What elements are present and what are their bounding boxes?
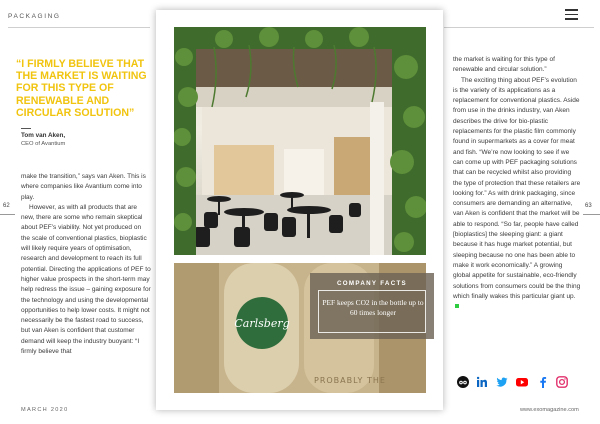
bottle-engraving: PROBABLY THE <box>314 376 386 385</box>
left-column <box>21 172 151 357</box>
youtube-icon[interactable] <box>516 376 528 388</box>
section-label: PACKAGING <box>8 13 61 20</box>
company-facts-frame <box>318 290 426 333</box>
facebook-icon[interactable] <box>537 376 549 388</box>
company-facts-box <box>310 273 434 339</box>
right-paragraph-2-text: The exciting thing about PEF’s evolution is the variety of its applications as a replacement for conventional plastics. Aside from use in the drinks industry, van Aken describes the drive for bio-plastic replacements for the plastic film commonly found in supermarkets as a cover for meat and fish. “We’re now looking to see if we can come up with PEF packaging solutions that can be recycled whilst also providing the type of protection that these retailers are looking for.” As with drink packaging, since consumers are demanding an alternative, van Aken is confident that the market will be able to respond. “So far, people have called [bioplastics] the sleeping giant: a giant because it has huge market potential, but sleeping because no one has been able to make it work economically.” A growing global appetite for sustainable, eco-friendly solutions from consumers could be the thing which finally wakes this particular giant up. <box>453 76 581 300</box>
right-paragraph-2 <box>453 76 581 313</box>
page-number-rule-right <box>583 214 600 215</box>
page-number-left: 62 <box>3 203 10 209</box>
quote-author: Tom van Aken, <box>21 132 66 139</box>
instagram-icon[interactable] <box>556 376 568 388</box>
header-divider <box>8 27 150 28</box>
footer-issue: MARCH 2020 <box>21 407 69 413</box>
pull-quote: “I FIRMLY BELIEVE THAT THE MARKET IS WAITING FOR THIS TYPE OF RENEWABLE AND CIRCULAR SOLUTION” <box>16 58 147 119</box>
menu-icon[interactable] <box>565 9 578 20</box>
linkedin-icon[interactable] <box>476 376 488 388</box>
quote-divider <box>21 128 31 129</box>
right-column <box>453 55 581 312</box>
quote-author-role: CEO of Avantium <box>21 141 66 147</box>
company-fact: PEF keeps CO2 in the bottle up to 60 times longer <box>322 298 424 317</box>
tripadvisor-icon[interactable] <box>457 376 469 388</box>
twitter-icon[interactable] <box>496 376 508 388</box>
footer-site-link[interactable]: www.exomagazine.com <box>520 407 579 413</box>
page-number-rule-left <box>0 214 15 215</box>
left-paragraph-2: However, as with all products that are new, there are some who remain skeptical about PEF’s viability. Not yet produced on the scale of conventional plastics, bioplastic will likely require years of optimisation, research and development to reach its full potential. Directing the applications of PEF to higher value prospects in the short-term may help redress the issue – gaining exposure for the technology and using the developmental opportunities to help lower costs. It might not necessarily be the fastest road to success, but van Aken is confident that customer demand will keep the industry buoyant: “I firmly believe that <box>21 203 151 356</box>
bottle-brand-label: Carlsberg <box>234 317 290 330</box>
office-photo <box>174 27 426 255</box>
end-mark-icon <box>455 304 459 308</box>
header-divider-right <box>444 27 594 28</box>
company-facts-title: COMPANY FACTS <box>337 280 407 287</box>
right-paragraph-1: the market is waiting for this type of renewable and circular solution.” <box>453 56 555 74</box>
left-paragraph-1: make the transition,” says van Aken. This is where companies like Avantium come into play. <box>21 173 146 201</box>
page-number-right: 63 <box>585 203 592 209</box>
